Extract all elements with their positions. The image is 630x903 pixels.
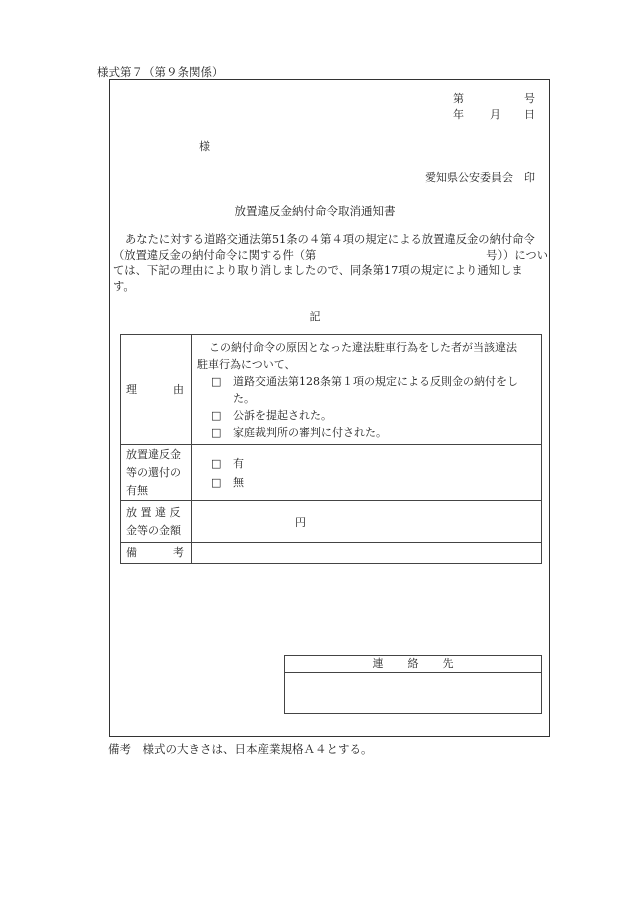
ki-heading: 記 bbox=[309, 310, 321, 323]
reason-option-2-text: 公訴を提起された。 bbox=[233, 409, 332, 422]
amount-label bbox=[121, 501, 192, 543]
reason-intro-1: この納付命令の原因となった違法駐車行為をした者が当該違法 bbox=[209, 341, 517, 354]
amount-label-1: 放 置 違 反 bbox=[126, 505, 181, 519]
issuer: 愛知県公安委員会 印 bbox=[425, 171, 535, 184]
reason-option-1-text: 道路交通法第128条第１項の規定による反則金の納付をし bbox=[233, 375, 518, 388]
reason-option-3-text: 家庭裁判所の審判に付された。 bbox=[233, 426, 387, 439]
checkbox-icon[interactable]: □ bbox=[211, 426, 222, 439]
body-line-4: す。 bbox=[113, 279, 135, 293]
refund-label-2: 等の還付の bbox=[126, 465, 181, 479]
refund-option-no[interactable] bbox=[197, 473, 536, 492]
amount-label-2: 金等の金額 bbox=[126, 523, 181, 537]
form-number-label: 様式第７（第９条関係） bbox=[97, 65, 224, 79]
body-line-3: ては、下記の理由により取り消しましたので、同条第17項の規定により通知しま bbox=[113, 264, 523, 277]
body-line-2a: （放置違反金の納付命令に関する件（第 bbox=[113, 248, 317, 262]
remarks-cell[interactable] bbox=[192, 543, 542, 564]
number-prefix: 第 bbox=[453, 92, 464, 105]
amount-cell[interactable] bbox=[192, 501, 542, 543]
reason-label bbox=[121, 335, 192, 445]
footnote: 備考 様式の大きさは、日本産業規格Ａ４とする。 bbox=[108, 742, 373, 756]
contact-field[interactable] bbox=[285, 673, 541, 713]
refund-option-no-text: 無 bbox=[233, 475, 244, 489]
checkbox-icon[interactable]: □ bbox=[211, 456, 222, 470]
reason-intro-2: 駐車行為について、 bbox=[197, 358, 296, 371]
body-line-1: あなたに対する道路交通法第51条の４第４項の規定による放置違反金の納付命令 bbox=[125, 233, 535, 246]
body-line-2b: 号））につい bbox=[486, 248, 548, 262]
refund-row bbox=[121, 445, 542, 501]
remarks-label-b: 考 bbox=[173, 546, 184, 559]
reason-row bbox=[121, 335, 542, 445]
remarks-row bbox=[121, 543, 542, 564]
checkbox-icon[interactable]: □ bbox=[211, 375, 222, 388]
reason-option-1-cont: た。 bbox=[233, 392, 255, 405]
remarks-label bbox=[121, 543, 192, 564]
reason-label-a: 理 bbox=[126, 382, 137, 396]
document-title: 放置違反金納付命令取消通知書 bbox=[234, 204, 396, 218]
details-table bbox=[120, 334, 542, 564]
amount-unit: 円 bbox=[295, 515, 306, 529]
remarks-label-a: 備 bbox=[126, 546, 137, 559]
reason-label-b: 由 bbox=[173, 382, 184, 396]
checkbox-icon[interactable]: □ bbox=[211, 409, 222, 422]
reason-cell bbox=[192, 335, 542, 445]
number-suffix: 号 bbox=[524, 92, 535, 105]
refund-option-yes[interactable] bbox=[197, 454, 536, 473]
body-paragraph bbox=[113, 232, 548, 294]
amount-row bbox=[121, 501, 542, 543]
date-day: 日 bbox=[524, 108, 535, 121]
refund-label-3: 有無 bbox=[126, 483, 148, 497]
reason-option-2[interactable] bbox=[197, 407, 536, 424]
refund-cell bbox=[192, 445, 542, 501]
body-line-2 bbox=[113, 248, 548, 264]
refund-option-yes-text: 有 bbox=[233, 456, 244, 470]
refund-label-1: 放置違反金 bbox=[126, 447, 181, 461]
contact-box bbox=[284, 655, 542, 714]
contact-heading: 連絡先 bbox=[285, 656, 541, 673]
reason-option-3[interactable] bbox=[197, 424, 536, 441]
checkbox-icon[interactable]: □ bbox=[211, 475, 222, 489]
addressee: 様 bbox=[199, 140, 210, 153]
date-month: 月 bbox=[490, 108, 501, 121]
reason-option-1[interactable] bbox=[197, 373, 536, 390]
refund-label bbox=[121, 445, 192, 501]
date-year: 年 bbox=[453, 108, 464, 121]
